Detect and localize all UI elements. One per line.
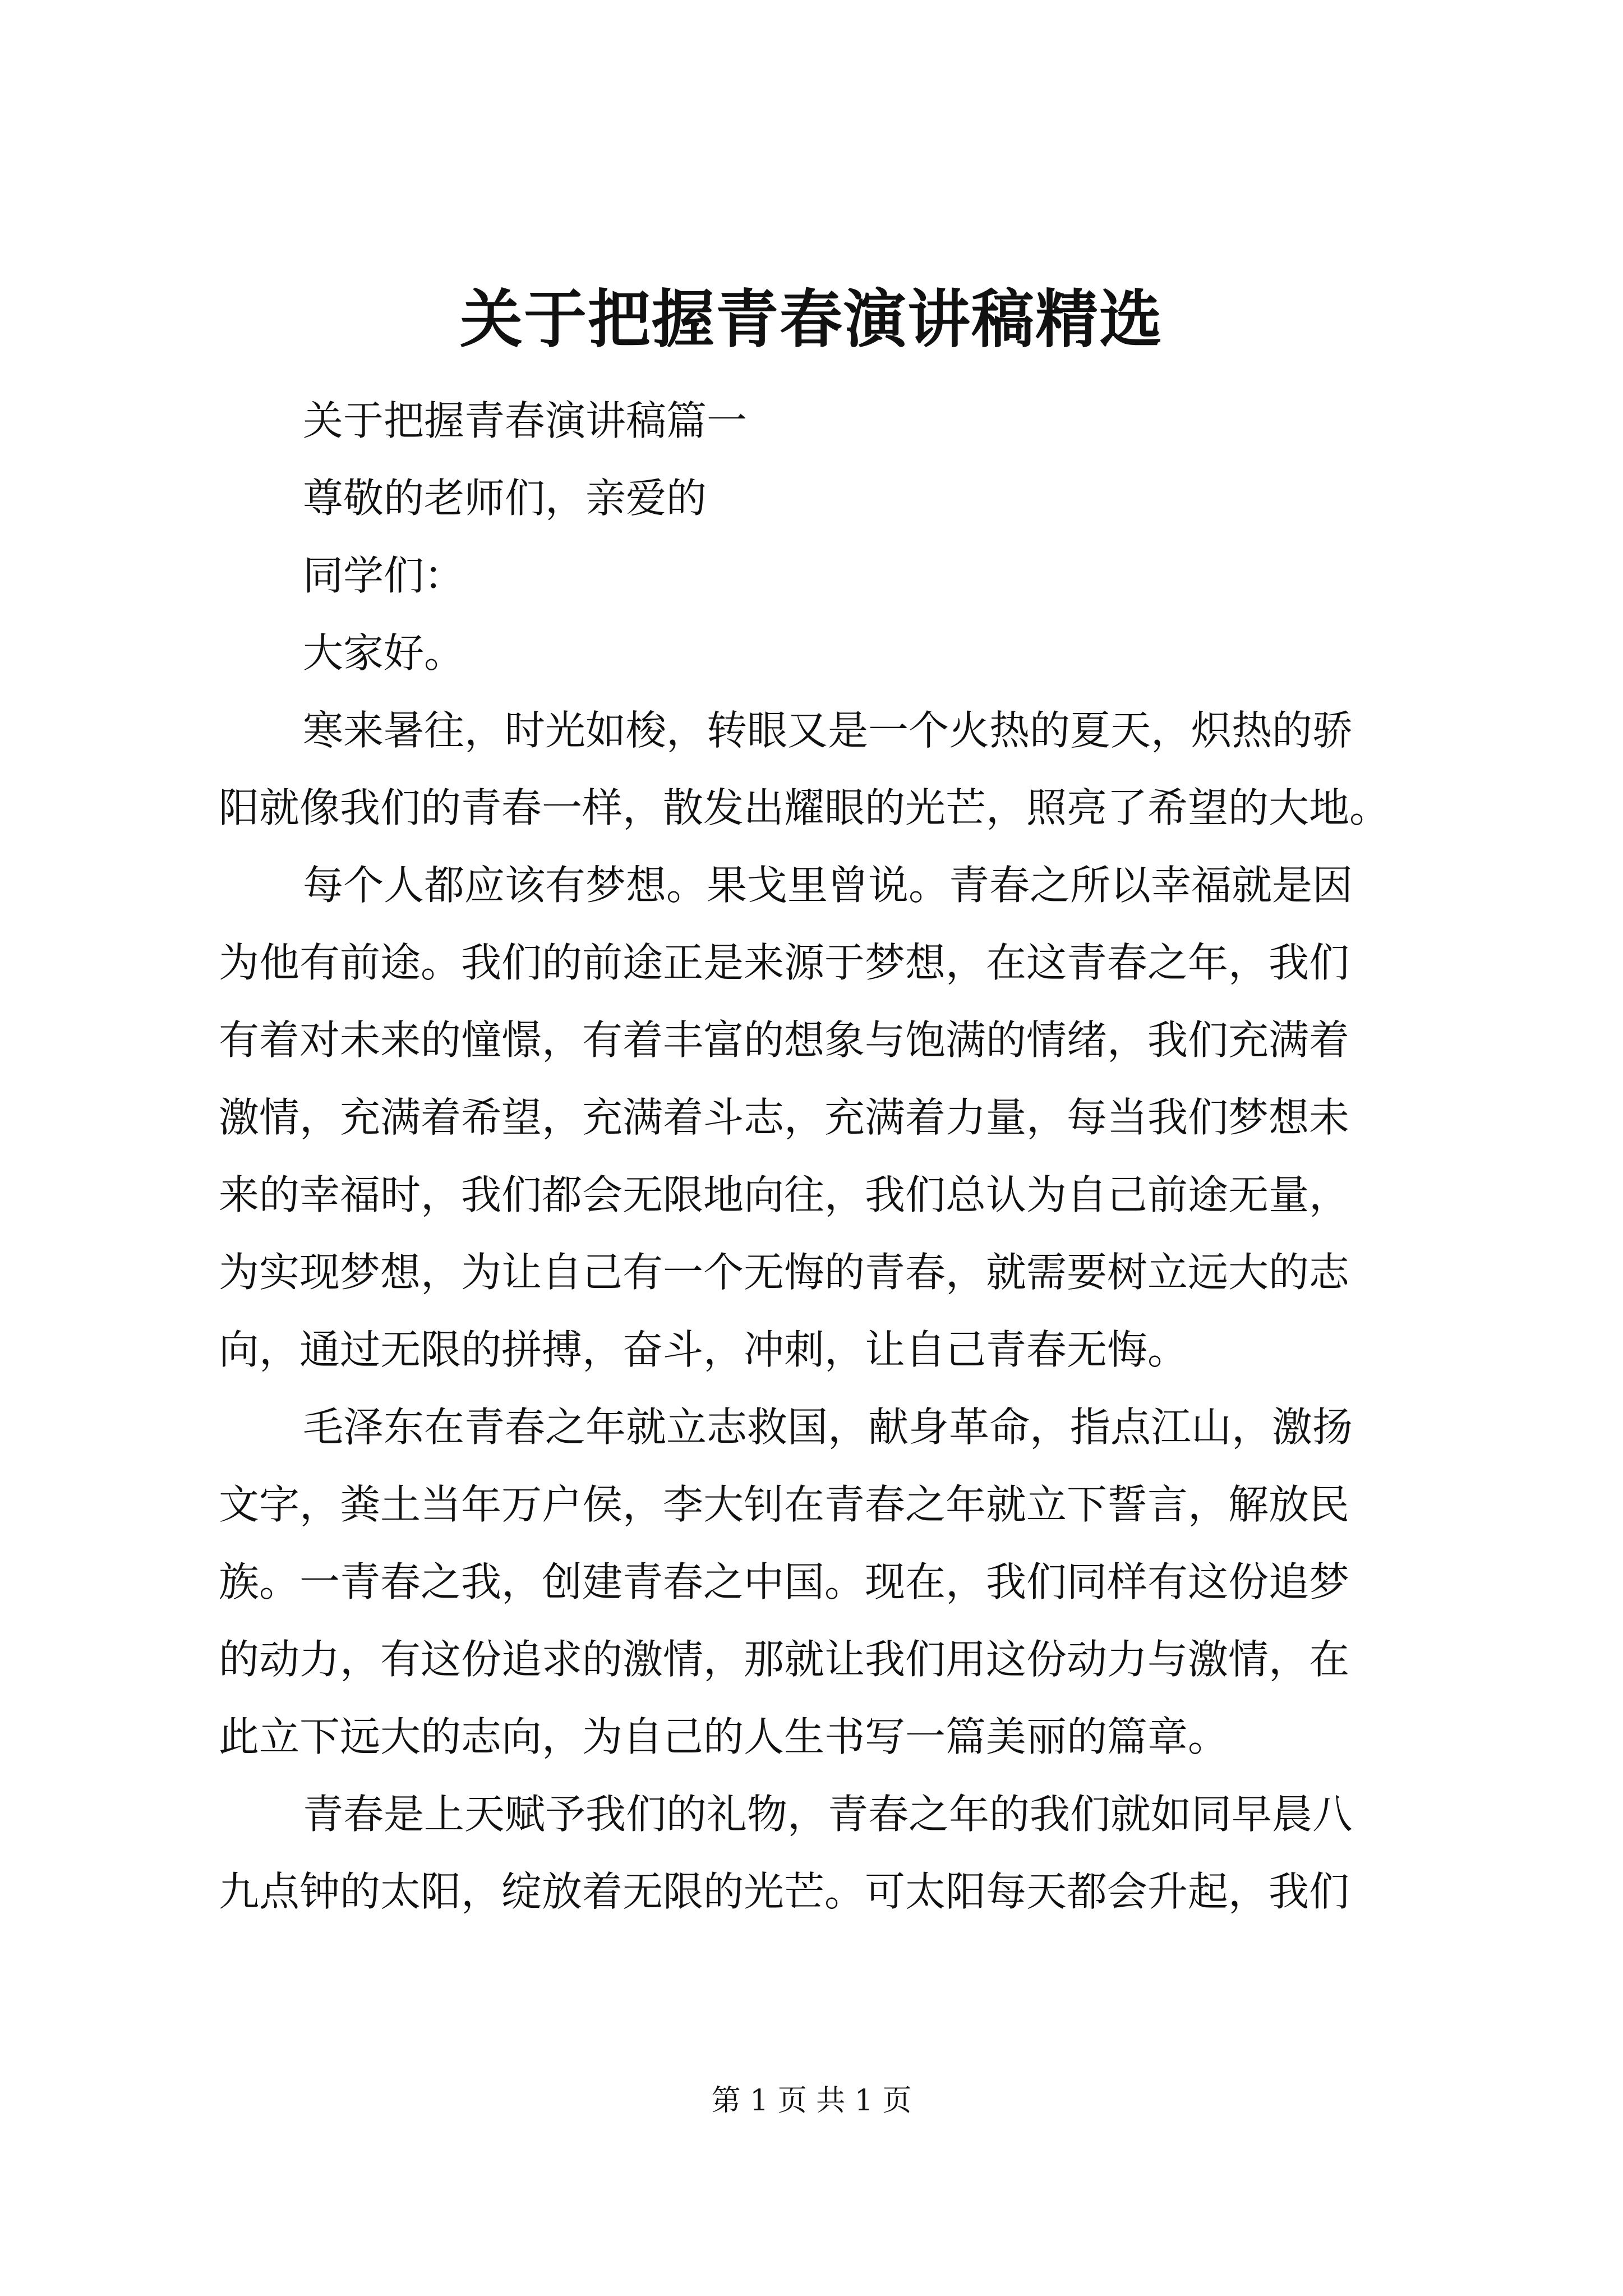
salutation-line: 尊敬的老师们，亲爱的 — [303, 475, 707, 522]
paragraph-line: 每个人都应该有梦想。果戈里曾说。青春之所以幸福就是因 — [303, 862, 1353, 909]
greeting-line: 大家好。 — [303, 629, 465, 677]
paragraph-line: 阳就像我们的青春一样，散发出耀眼的光芒，照亮了希望的大地。 — [219, 784, 1390, 831]
document-title: 关于把握青春演讲稿精选 — [460, 283, 1163, 356]
paragraph-line: 为实现梦想，为让自己有一个无悔的青春，就需要树立远大的志 — [219, 1249, 1350, 1296]
paragraph-line: 有着对未来的憧憬，有着丰富的想象与饱满的情绪，我们充满着 — [219, 1016, 1350, 1064]
paragraph-line: 激情，充满着希望，充满着斗志，充满着力量，每当我们梦想未 — [219, 1094, 1350, 1141]
paragraph-line: 九点钟的太阳，绽放着无限的光芒。可太阳每天都会升起，我们 — [219, 1868, 1350, 1915]
paragraph-line: 为他有前途。我们的前途正是来源于梦想，在这青春之年，我们 — [219, 939, 1350, 986]
paragraph-line: 族。一青春之我，创建青春之中国。现在，我们同样有这份追梦 — [219, 1558, 1350, 1605]
paragraph-line: 此立下远大的志向，为自己的人生书写一篇美丽的篇章。 — [219, 1713, 1229, 1760]
paragraph-line: 向，通过无限的拼搏，奋斗，冲刺，让自己青春无悔。 — [219, 1326, 1188, 1373]
page-footer: 第 1 页 共 1 页 — [711, 2084, 912, 2118]
paragraph-line: 来的幸福时，我们都会无限地向往，我们总认为自己前途无量， — [219, 1171, 1350, 1218]
paragraph-line: 寒来暑往，时光如梭，转眼又是一个火热的夏天，炽热的骄 — [303, 707, 1353, 754]
salutation-line: 同学们： — [303, 552, 465, 599]
paragraph-line: 文字，粪土当年万户侯，李大钊在青春之年就立下誓言，解放民 — [219, 1481, 1350, 1528]
paragraph-line: 毛泽东在青春之年就立志救国，献身革命，指点江山，激扬 — [303, 1404, 1353, 1451]
section-heading: 关于把握青春演讲稿篇一 — [303, 397, 748, 444]
paragraph-line: 青春是上天赋予我们的礼物，青春之年的我们就如同早晨八 — [303, 1791, 1353, 1838]
paragraph-line: 的动力，有这份追求的激情，那就让我们用这份动力与激情，在 — [219, 1636, 1350, 1683]
